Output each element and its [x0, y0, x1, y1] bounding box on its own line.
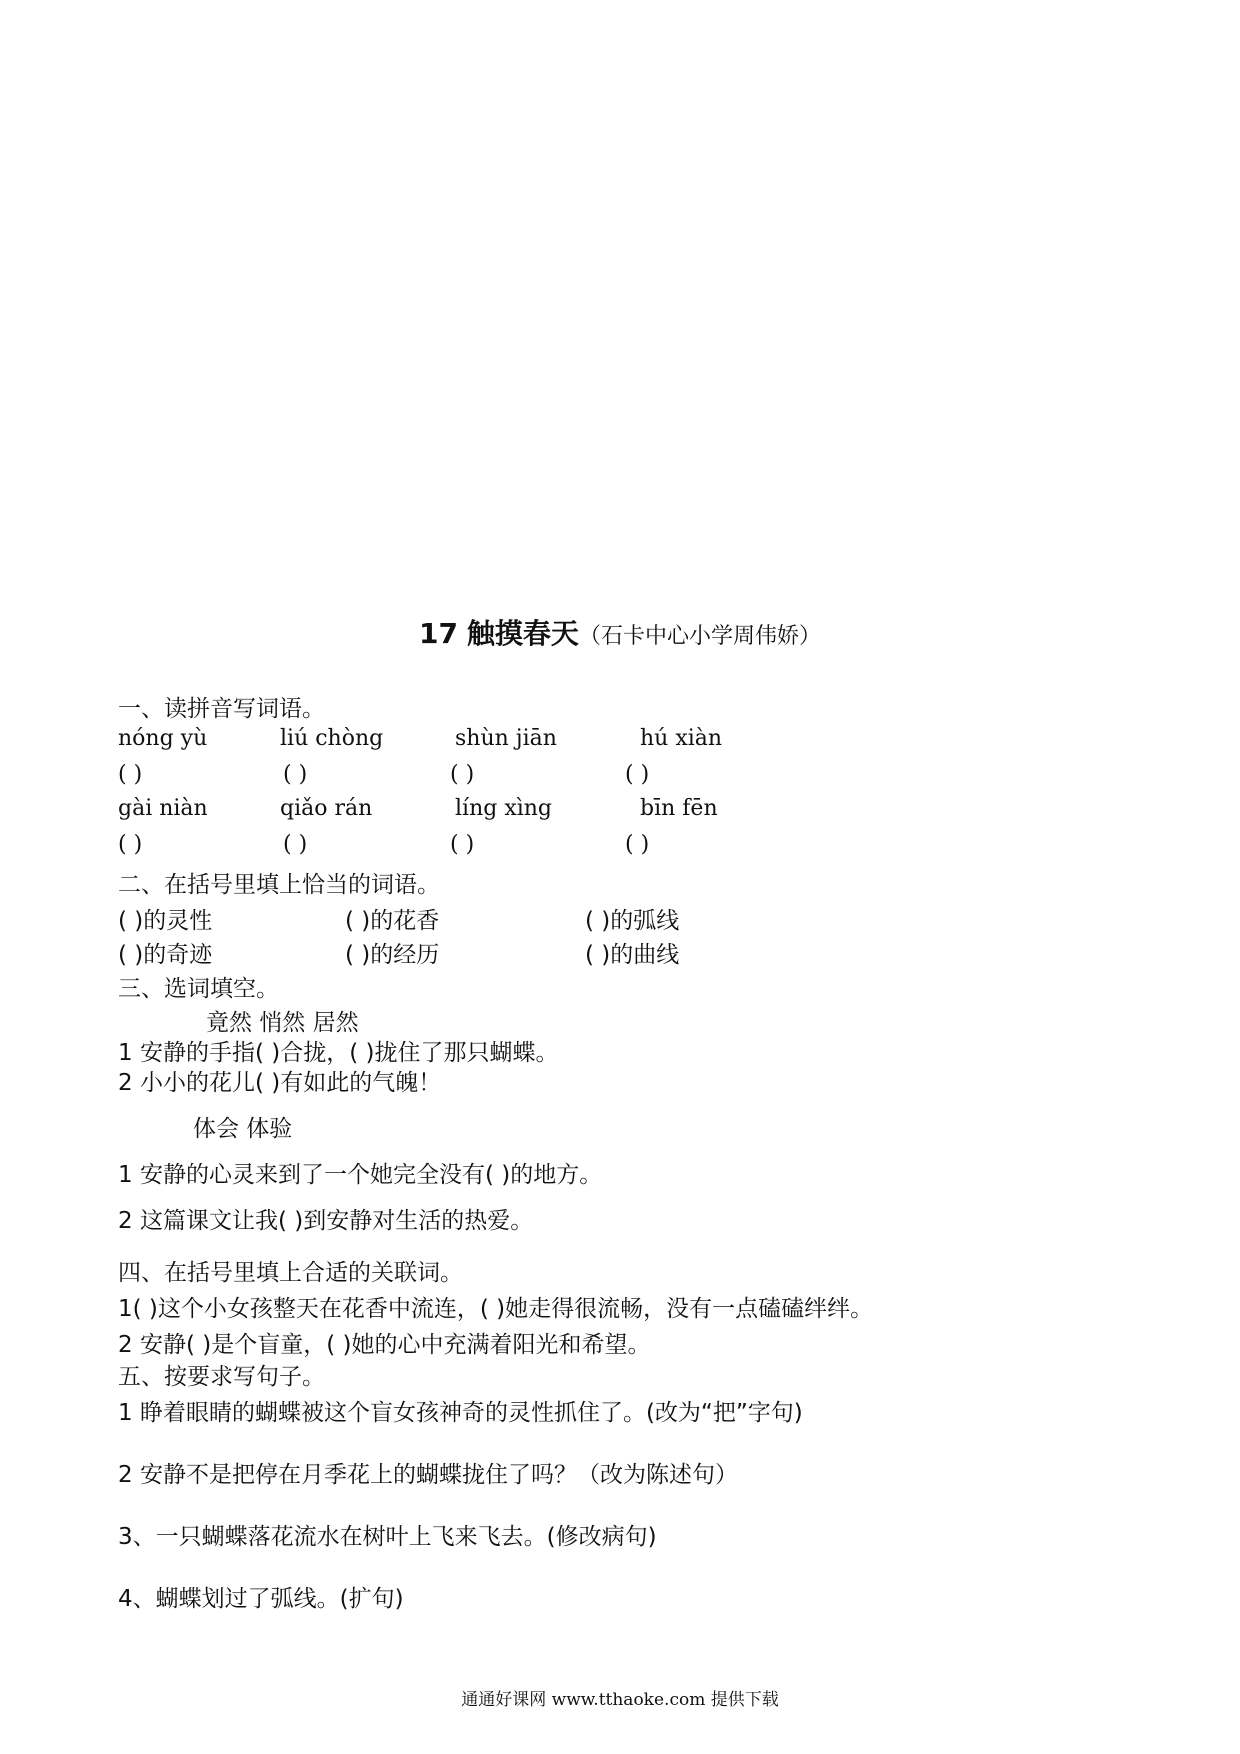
- answer-box-3[interactable]: ( ): [450, 762, 475, 787]
- question-3-1[interactable]: 1 安静的手指( )合拢，( )拢住了那只蝴蝶。: [118, 1040, 559, 1066]
- fill-item-1[interactable]: ( )的灵性: [118, 908, 213, 934]
- answer-box-2[interactable]: ( ): [283, 762, 308, 787]
- section-4-heading: 四、在括号里填上合适的关联词。: [118, 1260, 463, 1286]
- question-4-1[interactable]: 1( )这个小女孩整天在花香中流连，( )她走得很流畅，没有一点磕磕绊绊。: [118, 1296, 874, 1322]
- question-4-2[interactable]: 2 安静( )是个盲童，( )她的心中充满着阳光和希望。: [118, 1332, 651, 1358]
- question-5-4: 4、蝴蝶划过了弧线。(扩句): [118, 1586, 404, 1612]
- pinyin-5: gài niàn: [118, 796, 208, 821]
- worksheet-title: [0, 612, 1240, 652]
- pinyin-3: shùn jiān: [455, 726, 557, 751]
- answer-box-7[interactable]: ( ): [450, 832, 475, 857]
- fill-item-6[interactable]: ( )的曲线: [585, 942, 680, 968]
- pinyin-2: liú chòng: [280, 726, 384, 751]
- pinyin-8: bīn fēn: [640, 796, 718, 821]
- pinyin-4: hú xiàn: [640, 726, 723, 751]
- lesson-number: 17: [419, 617, 459, 650]
- lesson-title: 触摸春天: [466, 617, 579, 650]
- answer-box-5[interactable]: ( ): [118, 832, 143, 857]
- question-3-4[interactable]: 2 这篇课文让我( )到安静对生活的热爱。: [118, 1208, 534, 1234]
- section-3-heading: 三、选词填空。: [118, 976, 279, 1002]
- author-note: （石卡中心小学周伟娇）: [578, 624, 821, 649]
- question-5-3: 3、一只蝴蝶落花流水在树叶上飞来飞去。(修改病句): [118, 1524, 657, 1550]
- word-choices-2: 体会 体验: [193, 1116, 293, 1142]
- pinyin-7: líng xìng: [455, 796, 553, 821]
- word-choices-1: 竟然 悄然 居然: [206, 1010, 359, 1036]
- fill-item-5[interactable]: ( )的经历: [345, 942, 440, 968]
- answer-box-6[interactable]: ( ): [283, 832, 308, 857]
- answer-box-4[interactable]: ( ): [625, 762, 650, 787]
- fill-item-4[interactable]: ( )的奇迹: [118, 942, 213, 968]
- pinyin-1: nóng yù: [118, 726, 208, 751]
- fill-item-3[interactable]: ( )的弧线: [585, 908, 680, 934]
- question-5-1: 1 睁着眼睛的蝴蝶被这个盲女孩神奇的灵性抓住了。(改为“把”字句): [118, 1400, 803, 1426]
- question-3-2[interactable]: 2 小小的花儿( )有如此的气魄！: [118, 1070, 442, 1096]
- answer-box-8[interactable]: ( ): [625, 832, 650, 857]
- question-5-2: 2 安静不是把停在月季花上的蝴蝶拢住了吗？（改为陈述句）: [118, 1462, 738, 1488]
- answer-box-1[interactable]: ( ): [118, 762, 143, 787]
- section-5-heading: 五、按要求写句子。: [118, 1364, 325, 1390]
- footer-credit: 通通好课网 www.tthaoke.com 提供下载: [461, 1690, 779, 1710]
- section-2-heading: 二、在括号里填上恰当的词语。: [118, 872, 440, 898]
- fill-item-2[interactable]: ( )的花香: [345, 908, 440, 934]
- pinyin-6: qiǎo rán: [280, 796, 373, 821]
- question-3-3[interactable]: 1 安静的心灵来到了一个她完全没有( )的地方。: [118, 1162, 603, 1188]
- section-1-heading: 一、读拼音写词语。: [118, 696, 325, 722]
